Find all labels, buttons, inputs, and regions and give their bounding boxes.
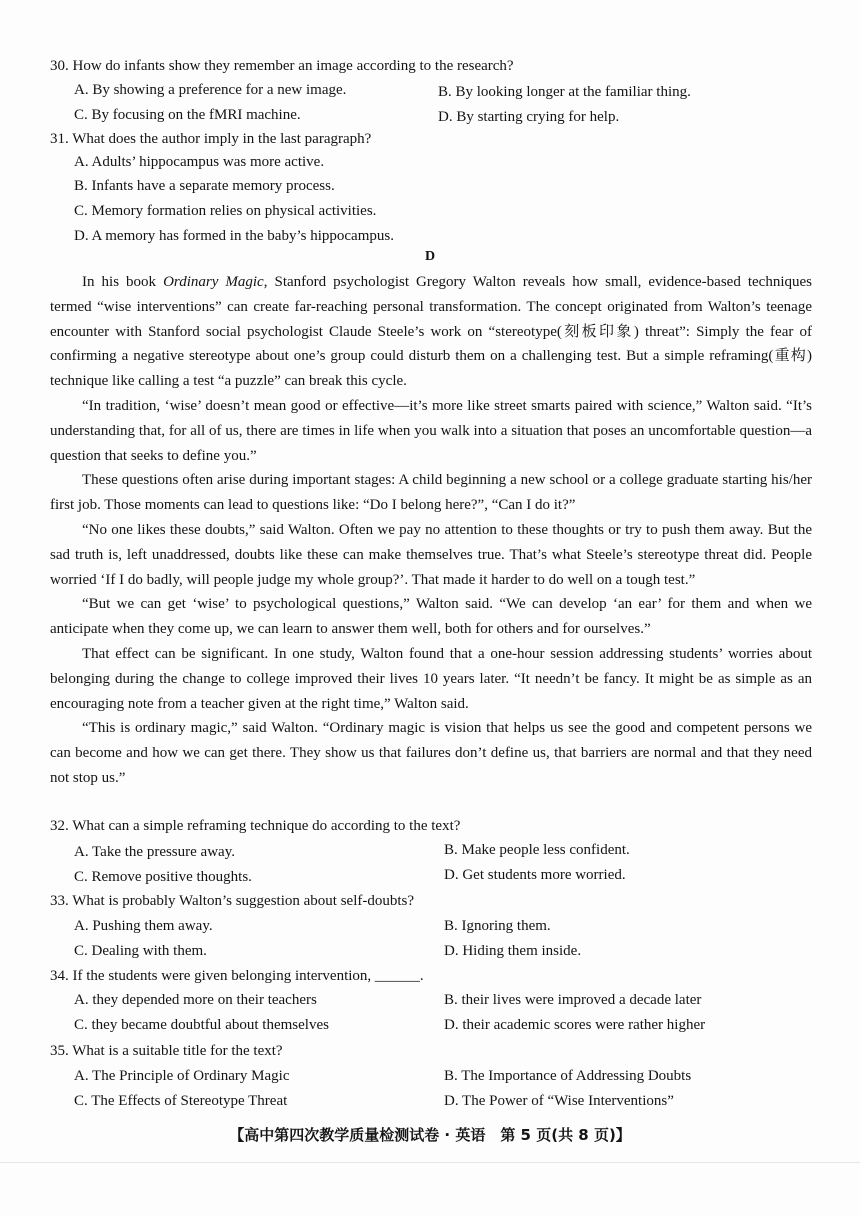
question-35-option-a: A. The Principle of Ordinary Magic [74, 1068, 290, 1084]
question-34-option-d: D. their academic scores were rather higher [444, 1017, 706, 1033]
question-34-stem: 34. If the students were given belonging intervention, ______. [50, 968, 424, 984]
question-31-option-c: C. Memory formation relies on physical activities. [74, 203, 377, 219]
question-34-option-c: C. they became doubtful about themselves [74, 1017, 329, 1033]
question-34-option-b: B. their lives were improved a decade later [444, 992, 702, 1008]
passage-paragraph-4: “No one likes these doubts,” said Walton. Often we pay no attention to these thoughts or try to push them away. But the sad truth is, left unaddressed, doubts like these can make themselves true. That’s what Steele’s stereotype threat did. People worried ‘If I do badly, will people judge my whole group?’. That made it harder to do well on a tough test.” [50, 521, 812, 588]
question-34-option-a: A. they depended more on their teachers [74, 992, 317, 1008]
question-30-option-a: A. By showing a preference for a new image. [74, 82, 347, 98]
question-32-option-a: A. Take the pressure away. [74, 844, 235, 860]
reading-passage [50, 270, 812, 791]
page-footer: 【高中第四次教学质量检测试卷 · 英语 第 5 页(共 8 页)】 [229, 1126, 631, 1144]
passage-paragraph-1-body: , Stanford psychologist Gregory Walton reveals how small, evidence-based techniques termed “wise interventions” can create far-reaching personal transformation. The concept originated from Walton’s teenage encounter with Stanford social psychologist Claude Steele’s work on “stereotype(刻板印象) threat”: Simply the fear of confirming a negative stereotype about one’s group could disturb them on a challenging test. But a simple reframing(重构) technique like calling a test “a puzzle” can break this cycle. [50, 274, 813, 390]
page-divider [0, 1162, 860, 1163]
question-30-option-c: C. By focusing on the fMRI machine. [74, 107, 301, 123]
question-31-option-d: D. A memory has formed in the baby’s hippocampus. [74, 228, 394, 244]
question-32-option-d: D. Get students more worried. [444, 867, 626, 883]
passage-paragraph-1 [50, 270, 812, 394]
passage-paragraph-5: “But we can get ‘wise’ to psychological questions,” Walton said. “We can develop ‘an ear’ for them and when we anticipate when they come up, we can learn to answer them well, both for others and for ourselves.” [50, 596, 812, 638]
question-32-stem: 32. What can a simple reframing technique do according to the text? [50, 818, 461, 834]
question-30-stem: 30. How do infants show they remember an image according to the research? [50, 58, 514, 74]
passage-paragraph-1-intro: In his book [82, 274, 164, 290]
passage-paragraph-3: These questions often arise during important stages: A child beginning a new school or a college graduate starting his/her first job. Those moments can lead to questions like: “Do I belong here?”, “Can I do it?” [50, 472, 812, 514]
question-32-option-b: B. Make people less confident. [444, 842, 630, 858]
question-31-option-b: B. Infants have a separate memory process. [74, 178, 335, 194]
question-35-option-b: B. The Importance of Addressing Doubts [444, 1068, 692, 1084]
question-30-option-b: B. By looking longer at the familiar thing. [438, 84, 691, 100]
question-35-stem: 35. What is a suitable title for the text? [50, 1043, 283, 1059]
passage-paragraph-2: “In tradition, ‘wise’ doesn’t mean good or effective—it’s more like street smarts paired with science,” Walton said. “It’s understanding that, for all of us, there are times in life when you walk into a situation that poses an uncomfortable question—a question that seeks to define you.” [50, 397, 812, 464]
question-35-option-d: D. The Power of “Wise Interventions” [444, 1093, 674, 1109]
question-31-stem: 31. What does the author imply in the last paragraph? [50, 131, 372, 147]
section-heading-d: D [424, 249, 436, 264]
question-33-option-d: D. Hiding them inside. [444, 943, 582, 959]
question-33-option-c: C. Dealing with them. [74, 943, 207, 959]
question-32-option-c: C. Remove positive thoughts. [74, 869, 252, 885]
question-33-stem: 33. What is probably Walton’s suggestion about self-doubts? [50, 893, 415, 909]
passage-paragraph-6: That effect can be significant. In one study, Walton found that a one-hour session addressing students’ worries about belonging during the change to college improved their lives 10 years later. “It needn’t be fancy. It might be as simple as an encouraging note from a teacher given at the right time,” Walton said. [50, 645, 812, 712]
question-31-option-a: A. Adults’ hippocampus was more active. [74, 154, 325, 170]
question-30-option-d: D. By starting crying for help. [438, 109, 620, 125]
question-33-option-a: A. Pushing them away. [74, 918, 213, 934]
passage-paragraph-7: “This is ordinary magic,” said Walton. “Ordinary magic is vision that helps us see the good and competent persons we can become and how we can get there. They show us that failures don’t define us, that barriers are normal and that they need not stop us.” [50, 720, 812, 786]
question-35-option-c: C. The Effects of Stereotype Threat [74, 1093, 288, 1109]
book-title: Ordinary Magic [163, 274, 264, 290]
question-33-option-b: B. Ignoring them. [444, 918, 551, 934]
